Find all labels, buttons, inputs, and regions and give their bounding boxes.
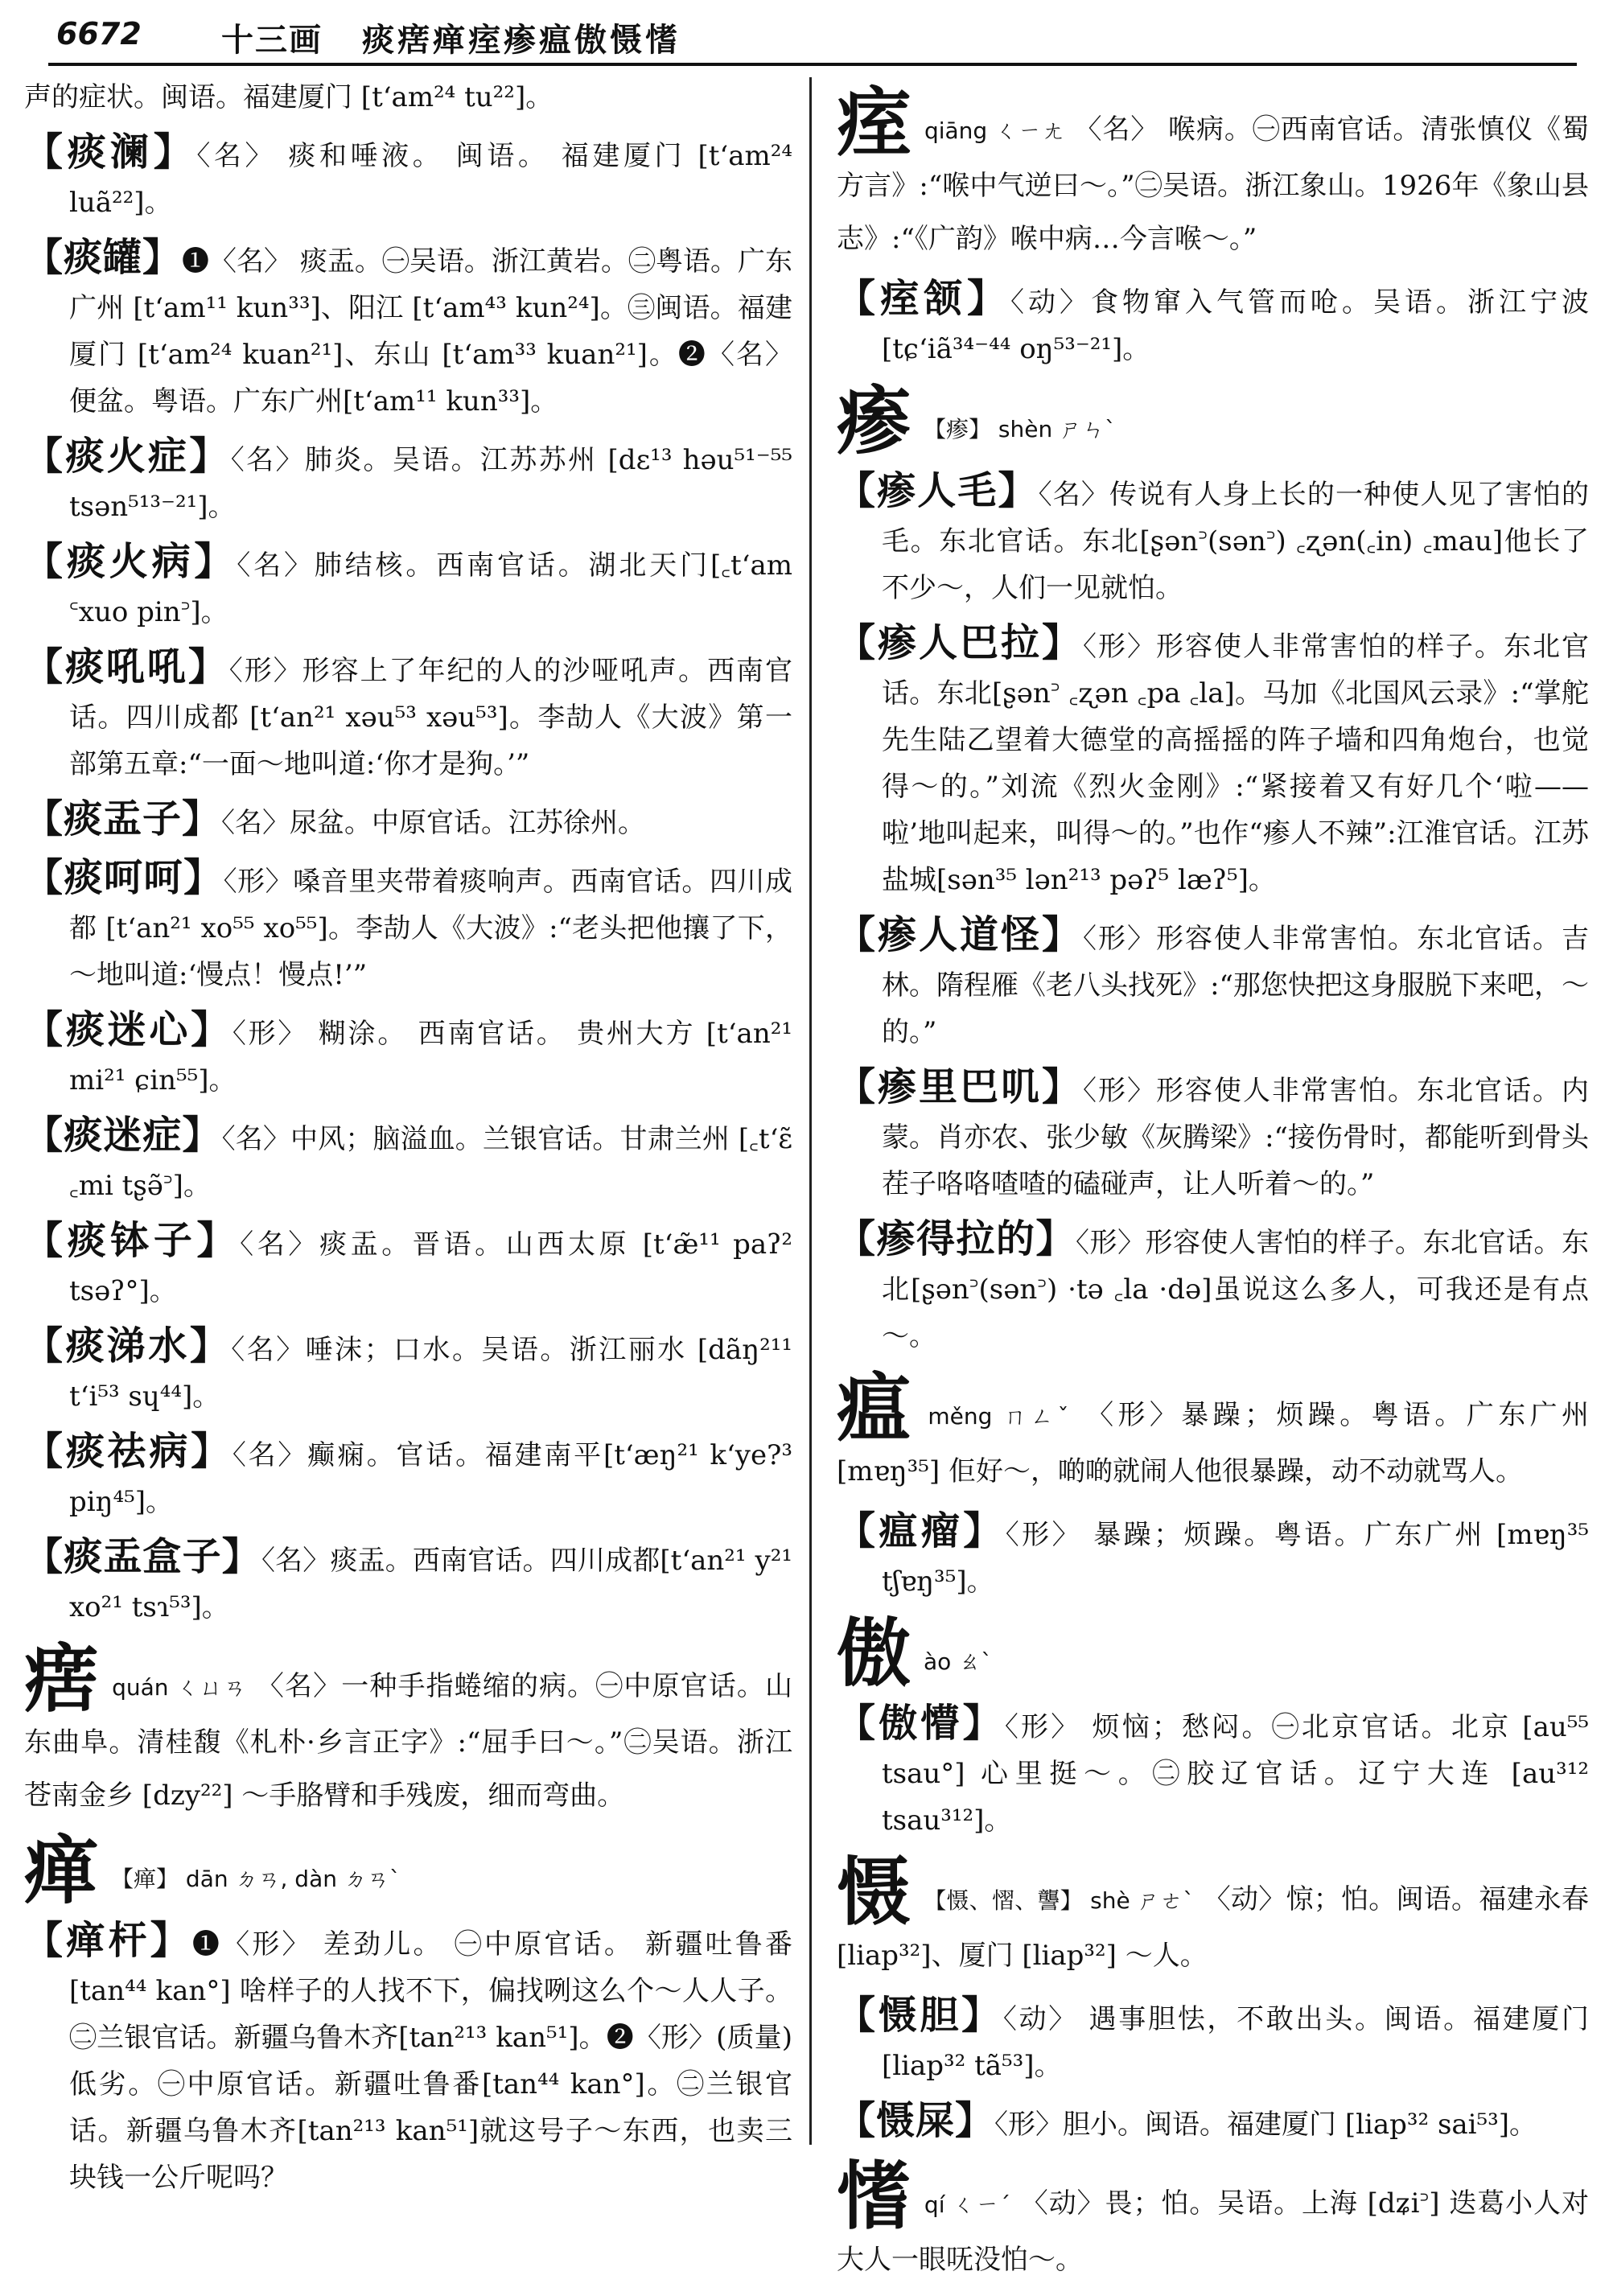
entry-headword: 【瘅杆】 <box>24 1918 192 1963</box>
entry-definition: 〈名〉痰盂。西南官话。四川成都[t‘an²¹ y²¹ xo²¹ tsɿ⁵³]。 <box>69 1545 792 1623</box>
entry-definition: 〈形〉 烦恼；愁闷。㊀北京官话。北京 [au⁵⁵ tsau°] 心里挺～。㊁胶辽官话。辽宁大连 [au³¹² tsau³¹²]。 <box>882 1711 1589 1837</box>
entry-headword: 【瘆人道怪】 <box>837 912 1083 957</box>
page-header <box>48 11 1577 66</box>
character-pronunciation: 【瘆】 shèn ㄕㄣˋ <box>924 416 1117 442</box>
head-character: 瘟 <box>837 1364 916 1451</box>
dictionary-entry <box>24 796 792 846</box>
dictionary-entry <box>24 1217 792 1315</box>
character-definition: 〈名〉一种手指蜷缩的病。㊀中原官话。山东曲阜。清桂馥《札朴·乡言正字》:“屈手曰～。”㊁吴语。浙江苍南金乡 [dzy²²] ～手胳臂和手残废，细而弯曲。 <box>24 1670 793 1812</box>
entry-headword: 【痰迷心】 <box>24 1007 233 1052</box>
entry-headword: 【痰盂子】 <box>24 796 222 841</box>
entry-headword: 【痰澜】 <box>24 130 197 175</box>
dictionary-entry <box>837 911 1589 1055</box>
head-character: 瘔 <box>24 1636 100 1722</box>
dictionary-entry <box>837 1700 1589 1844</box>
character-pronunciation: 【瘅】 dān ㄉㄢ, dàn ㄉㄢˋ <box>111 1866 401 1892</box>
entry-headword: 【慑胆】 <box>837 1993 1003 2038</box>
character-pronunciation: qiāng ㄑㄧㄤ <box>924 117 1065 144</box>
header-headwords: 痰瘔瘅痓瘆瘟傲慑愭 <box>362 22 681 59</box>
entry-headword: 【瘆人毛】 <box>837 468 1039 513</box>
entry-headword: 【痰迷症】 <box>24 1113 222 1158</box>
stroke-section: 十三画 <box>221 22 323 59</box>
dictionary-entry <box>837 1992 1589 2089</box>
entry-definition: 〈形〉形容上了年纪的人的沙哑吼声。西南官话。四川成都 [t‘an²¹ xəu⁵³ xəu⁵³]。李劼人《大波》第一部第五章:“一面～地叫道:‘你才是狗。’” <box>69 655 792 780</box>
entry-definition: ❶〈名〉 痰盂。㊀吴语。浙江黄岩。㊁粤语。广东广州 [t‘am¹¹ kun³³]、阳江 [t‘am⁴³ kun²⁴]。㊂闽语。福建厦门 [t‘am²⁴ kuan²¹]、东山 [t‘am³³ kuan²¹]。❷〈名〉便盆。粤语。广东广州[t‘am¹¹ kun³³]。 <box>69 245 792 418</box>
entry-definition: 〈名〉传说有人身上长的一种使人见了害怕的毛。东北官话。东北[ʂən꜄(sən꜄) ꜀ʐən(꜀in) ꜀mau]他长了不少～，人们一见就怕。 <box>882 479 1589 604</box>
entry-definition: 〈形〉形容使人非常害怕。东北官话。内蒙。肖亦农、张少敏《灰腾梁》:“接伤骨时，都能听到骨头茬子咯咯喳喳的磕碰声，让人听着～的。” <box>882 1075 1589 1200</box>
dictionary-entry <box>24 1533 792 1631</box>
entry-definition: 〈名〉癫痫。官话。福建南平[t‘æŋ²¹ k‘ye?³ piŋ⁴⁵]。 <box>69 1439 792 1518</box>
entry-definition: 〈动〉 遇事胆怯，不敢出头。闽语。福建厦门 [liap³² tã⁵³]。 <box>882 2003 1589 2082</box>
head-character: 愭 <box>837 2153 911 2240</box>
dictionary-entry <box>24 854 792 998</box>
entry-headword: 【瘟瘤】 <box>837 1508 1006 1553</box>
head-character: 瘆 <box>837 377 911 464</box>
dictionary-entry <box>24 234 792 425</box>
character-entry <box>837 1610 1589 1697</box>
dictionary-entry <box>24 129 792 226</box>
head-character: 痓 <box>837 79 911 166</box>
character-pronunciation: ào ㄠˋ <box>924 1648 993 1675</box>
entry-headword: 【痰火症】 <box>24 434 231 479</box>
dictionary-entry <box>837 467 1589 611</box>
entry-definition: 〈名〉肺结核。西南官话。湖北天门[꜀t‘am ꜂xuo pin꜄]。 <box>69 549 792 628</box>
entry-definition: 〈形〉形容使人非常害怕。东北官话。吉林。隋程雁《老八头找死》:“那您快把这身服脱下来吧，～的。” <box>882 923 1589 1048</box>
entry-headword: 【瘆得拉的】 <box>837 1216 1076 1261</box>
entry-headword: 【痰涕水】 <box>24 1323 232 1368</box>
entry-definition: 〈名〉尿盆。中原官话。江苏徐州。 <box>221 807 646 839</box>
entry-headword: 【痰祛病】 <box>24 1429 233 1474</box>
character-pronunciation: qí ㄑㄧˊ <box>924 2191 1012 2218</box>
entry-definition: 〈形〉 暴躁；烦躁。粤语。广东广州 [mɐŋ³⁵ tʃɐŋ³⁵]。 <box>882 1519 1589 1598</box>
right-column <box>837 74 1589 2296</box>
head-character: 瘅 <box>24 1827 99 1914</box>
dictionary-entry <box>24 1112 792 1209</box>
dictionary-entry <box>24 1428 792 1525</box>
character-definition: 〈动〉畏；怕。吴语。上海 [dʑi꜄] 迭葛小人对大人一眼呒没怕～。 <box>837 2187 1589 2276</box>
entry-headword: 【慑屎】 <box>837 2098 995 2143</box>
dictionary-entry <box>24 433 792 530</box>
character-entry <box>837 79 1589 265</box>
character-pronunciation: měng ㄇㄥˇ <box>928 1403 1073 1430</box>
character-entry <box>837 2153 1589 2286</box>
character-pronunciation: 【慑、慴、讋】 shè ㄕㄜˋ <box>924 1887 1195 1914</box>
character-entry <box>837 1364 1589 1498</box>
dictionary-entry <box>24 644 792 788</box>
dictionary-entry <box>24 538 792 636</box>
entry-headword: 【痰火病】 <box>24 539 237 584</box>
character-entry <box>837 377 1589 464</box>
left-column <box>24 74 792 2209</box>
entry-definition: 〈形〉胆小。闽语。福建厦门 [liap³² sai⁵³]。 <box>994 2109 1537 2141</box>
character-entry <box>24 1827 792 1914</box>
dictionary-entry <box>24 1323 792 1420</box>
head-character: 傲 <box>837 1610 911 1697</box>
dictionary-entry <box>837 2097 1589 2148</box>
entry-headword: 【瘆里巴叽】 <box>837 1064 1083 1109</box>
dictionary-entry <box>837 275 1589 372</box>
entry-headword: 【痓颔】 <box>837 276 1010 321</box>
entry-headword: 【傲懵】 <box>837 1701 1005 1746</box>
character-definition: 〈动〉惊；怕。闽语。福建永春 [liap³²]、厦门 [liap³²] ～人。 <box>837 1883 1589 1972</box>
dictionary-entry <box>837 1064 1589 1208</box>
character-entry <box>24 1636 793 1822</box>
dictionary-entry <box>24 1006 792 1104</box>
entry-definition: 〈名〉唾沫；口水。吴语。浙江丽水 [dãŋ²¹¹ t‘i⁵³ sɥ⁴⁴]。 <box>69 1334 792 1413</box>
entry-definition: 〈名〉痰盂。晋语。山西太原 [t‘æ̃¹¹ paʔ² tsəʔ°]。 <box>69 1228 792 1307</box>
entry-headword: 【痰盂盒子】 <box>24 1534 261 1579</box>
page-number: 6672 <box>56 16 142 51</box>
entry-definition: ❶〈形〉 差劲儿。 ㊀中原官话。 新疆吐鲁番 [tan⁴⁴ kan°] 啥样子的人找不下，偏找咧这么个～人人子。㊁兰银官话。新疆乌鲁木齐[tan²¹³ kan⁵¹]。❷〈形〉(质量) 低劣。㊀中原官话。新疆吐鲁番[tan⁴⁴ kan°]。㊁兰银官话。新疆乌鲁木齐[tan²¹³ kan⁵¹]就这号子～东西，也卖三块钱一公斤呢吗？ <box>69 1928 792 2194</box>
entry-headword: 【痰吼吼】 <box>24 644 229 689</box>
dictionary-entry <box>837 1508 1589 1605</box>
character-pronunciation: quán ㄑㄩㄢ <box>112 1674 247 1701</box>
entry-definition: 〈形〉嗓音里夹带着痰响声。西南官话。四川成都 [t‘an²¹ xo⁵⁵ xo⁵⁵]。李劼人《大波》:“老头把他攘了下，～地叫道:‘慢点！慢点!’” <box>69 866 792 991</box>
entry-definition: 〈名〉肺炎。吴语。江苏苏州 [dɛ¹³ həu⁵¹⁻⁵⁵ tsən⁵¹³⁻²¹]。 <box>69 444 792 523</box>
entry-headword: 【瘆人巴拉】 <box>837 620 1083 665</box>
entry-headword: 【痰罐】 <box>24 235 183 280</box>
entry-definition: 〈形〉形容使人害怕的样子。东北官话。东北[ʂən꜄(sən꜄) ·tə ꜀la ·də]虽说这么多人，可我还是有点～。 <box>882 1227 1589 1352</box>
entry-continuation: 声的症状。闽语。福建厦门 [t‘am²⁴ tu²²]。 <box>24 81 553 113</box>
column-divider <box>809 77 812 2145</box>
entry-definition: 〈动〉食物窜入气管而呛。吴语。浙江宁波 [tɕ‘iã³⁴⁻⁴⁴ oŋ⁵³⁻²¹]。 <box>882 286 1589 365</box>
entry-definition: 〈形〉 糊涂。 西南官话。 贵州大方 [t‘an²¹ mi²¹ ɕin⁵⁵]。 <box>69 1018 792 1097</box>
character-entry <box>837 1849 1589 1982</box>
dictionary-entry <box>837 619 1589 903</box>
entry-headword: 【痰呵呵】 <box>24 855 224 900</box>
character-definition: 〈名〉 喉病。㊀西南官话。清张慎仪《蜀方言》:“喉中气逆曰～。”㊁吴语。浙江象山。1926年《象山县志》:“《广韵》喉中病…今言喉～。” <box>837 113 1589 255</box>
dictionary-entry <box>24 1917 792 2201</box>
dictionary-entry <box>837 1216 1589 1360</box>
entry-headword: 【痰钵子】 <box>24 1218 241 1263</box>
entry-definition: 〈名〉中风；脑溢血。兰银官话。甘肃兰州 [꜀t‘ɛ̃ ꜀mi tʂə̃꜄]。 <box>69 1123 792 1202</box>
character-definition: 〈形〉暴躁；烦躁。粤语。广东广州 [mɐŋ³⁵] 佢好～，啲啲就闹人他很暴躁，动不动就骂人。 <box>837 1399 1589 1487</box>
head-character: 慑 <box>837 1849 911 1936</box>
entry-definition: 〈形〉形容使人非常害怕的样子。东北官话。东北[ʂən꜄ ꜀ʐən ꜀pa ꜀la]。马加《北国风云录》:“掌舵先生陆乙望着大德堂的高摇摇的阵子墙和四角炮台，也觉得～的。”刘流《烈火金刚》:“紧接着又有好几个‘啦——啦’地叫起来，叫得～的。”也作“瘆人不辣”:江淮官话。江苏盐城[sən³⁵ lən²¹³ pəʔ⁵ læʔ⁵]。 <box>882 631 1589 896</box>
entry-definition: 〈名〉 痰和唾液。 闽语。 福建厦门 [t‘am²⁴ luã²²]。 <box>69 140 792 219</box>
